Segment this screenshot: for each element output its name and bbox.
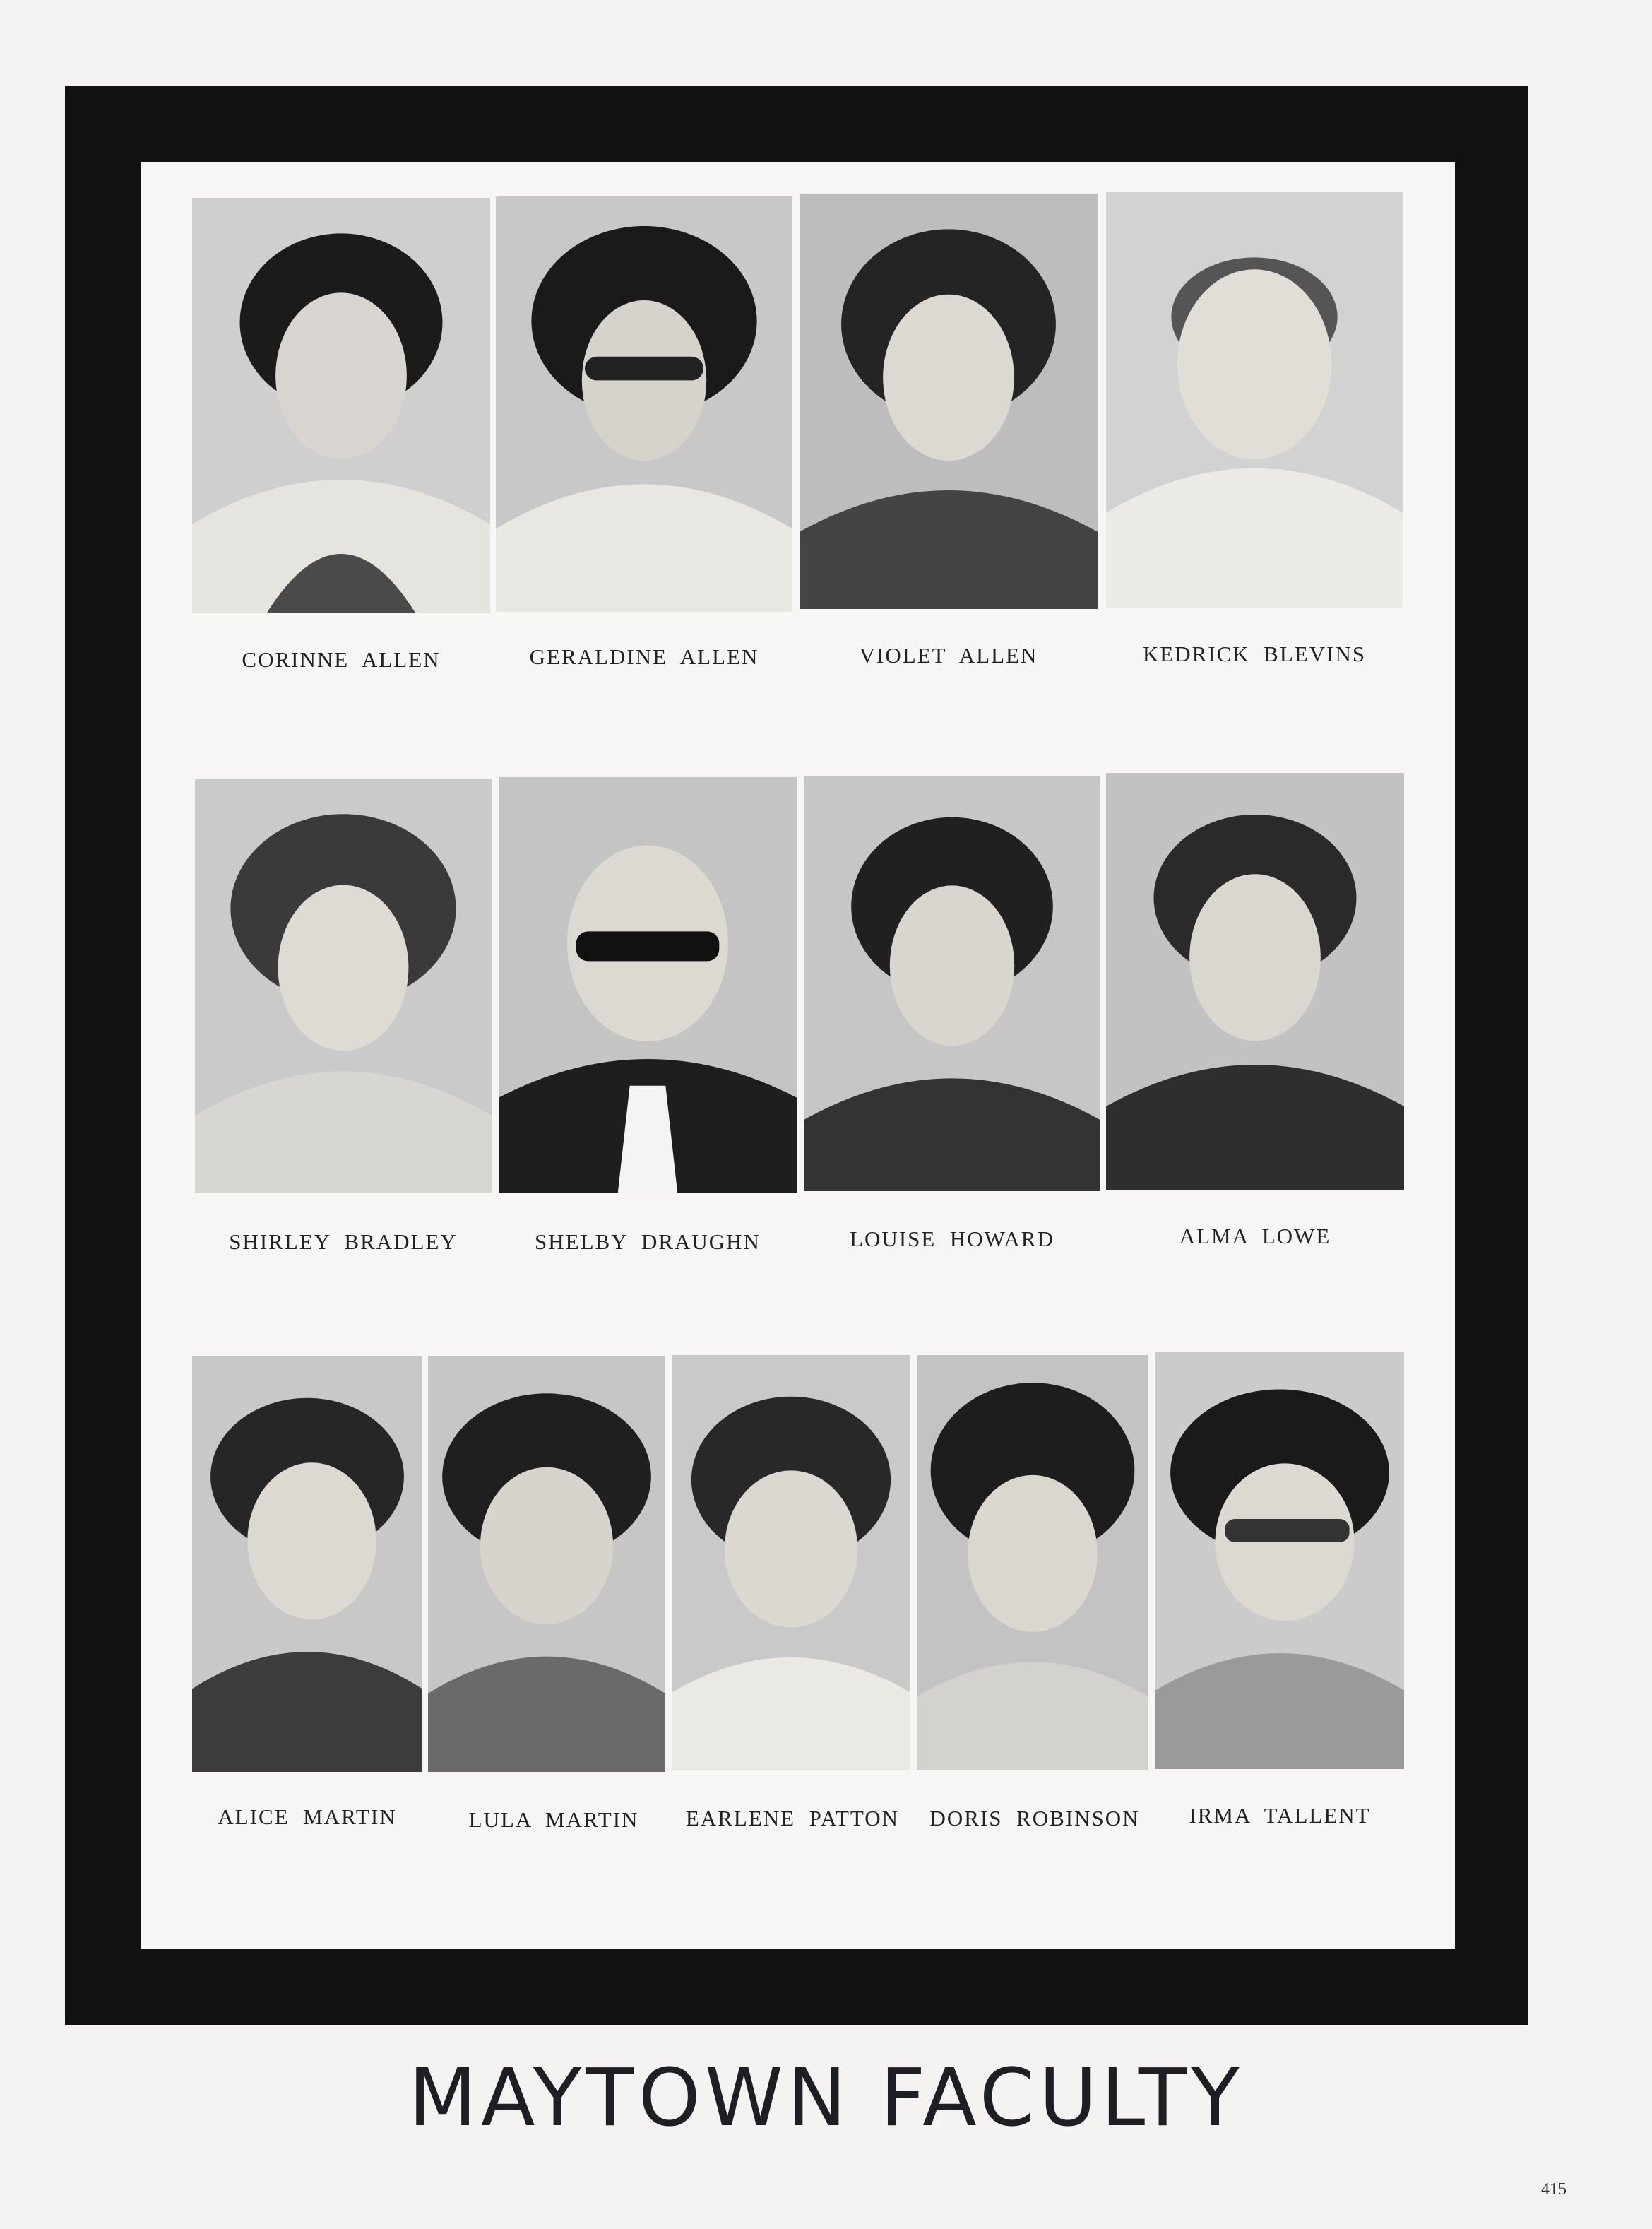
portrait-photo bbox=[496, 196, 792, 612]
faculty-name: EARLENE PATTON bbox=[685, 1806, 900, 1831]
portrait-photo bbox=[1106, 773, 1404, 1190]
portrait-photo bbox=[800, 194, 1098, 609]
portrait-photo bbox=[192, 1356, 422, 1772]
faculty-name: CORINNE ALLEN bbox=[242, 647, 441, 672]
faculty-name: SHELBY DRAUGHN bbox=[535, 1229, 761, 1254]
portrait-photo bbox=[917, 1355, 1148, 1770]
faculty-name: IRMA TALLENT bbox=[1189, 1803, 1371, 1828]
faculty-name: GERALDINE ALLEN bbox=[529, 644, 759, 669]
faculty-name: LOUISE HOWARD bbox=[850, 1226, 1054, 1251]
portrait-photo bbox=[672, 1355, 910, 1770]
portrait-photo bbox=[428, 1356, 665, 1772]
faculty-name: ALICE MARTIN bbox=[218, 1804, 397, 1829]
faculty-name: VIOLET ALLEN bbox=[859, 643, 1038, 668]
portrait-photo bbox=[1155, 1352, 1404, 1769]
portrait-photo bbox=[1106, 192, 1403, 608]
faculty-name: LULA MARTIN bbox=[468, 1807, 639, 1832]
portrait-photo bbox=[195, 779, 492, 1193]
faculty-name: ALMA LOWE bbox=[1179, 1224, 1331, 1248]
faculty-name: DORIS ROBINSON bbox=[929, 1806, 1140, 1831]
portrait-photo bbox=[804, 776, 1100, 1191]
page-number: 415 bbox=[1541, 2180, 1567, 2199]
portrait-photo bbox=[499, 777, 797, 1193]
portrait-photo bbox=[192, 198, 490, 613]
faculty-name: SHIRLEY BRADLEY bbox=[229, 1229, 458, 1254]
faculty-name: KEDRICK BLEVINS bbox=[1142, 641, 1367, 666]
page-title: MAYTOWN FACULTY bbox=[408, 2052, 1244, 2144]
